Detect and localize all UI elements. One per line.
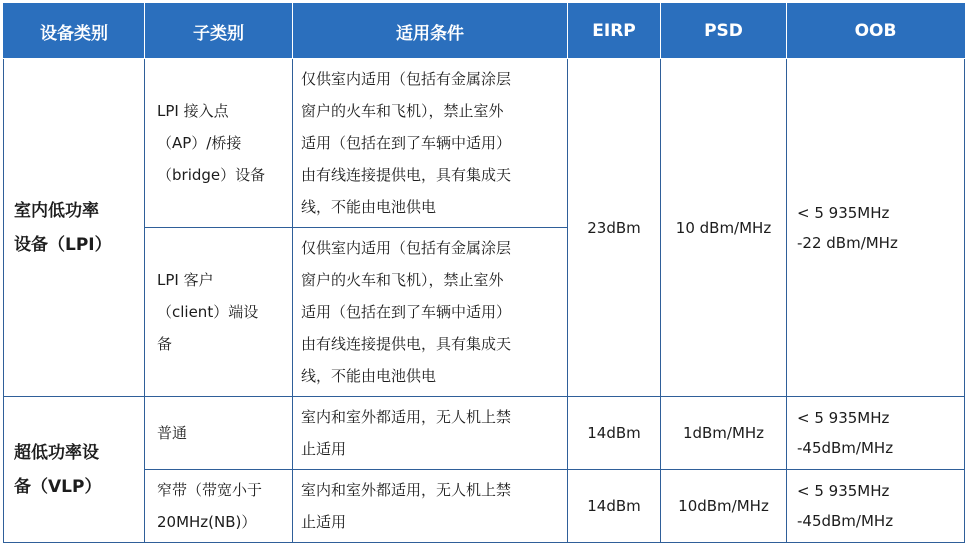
- subcategory-line: 20MHz(NB)）: [157, 513, 257, 531]
- header-oob: OOB: [787, 4, 965, 59]
- oob-line: -45dBm/MHz: [797, 512, 894, 530]
- condition-lpi-ap: [293, 59, 568, 228]
- condition-line: 仅供室内适用（包括有金属涂层: [301, 70, 512, 88]
- psd-vlp-narrowband: 10dBm/MHz: [661, 470, 787, 543]
- oob-line: < 5 935MHz: [797, 203, 890, 222]
- subcategory-vlp-narrowband: [145, 470, 293, 543]
- condition-line: 窗户的火车和飞机），禁止室外: [301, 271, 504, 289]
- condition-line: 仅供室内适用（包括有金属涂层: [301, 239, 512, 257]
- eirp-vlp-narrowband: 14dBm: [568, 470, 661, 543]
- subcategory-line: 窄带（带宽小于: [157, 481, 263, 499]
- table-row: [4, 470, 965, 543]
- subcategory-vlp-standard: [145, 397, 293, 470]
- oob-vlp-narrowband: [787, 470, 965, 543]
- oob-vlp-standard: [787, 397, 965, 470]
- header-device-category: 设备类别: [4, 4, 145, 59]
- psd-lpi: 10 dBm/MHz: [661, 59, 787, 397]
- subcategory-line: LPI 接入点: [157, 102, 229, 120]
- condition-line: 室内和室外都适用，无人机上禁: [301, 481, 512, 499]
- category-line: 备（VLP）: [14, 476, 102, 497]
- condition-line: 线，不能由电池供电: [301, 198, 437, 216]
- category-line: 设备（LPI）: [14, 234, 112, 255]
- condition-vlp-standard: [293, 397, 568, 470]
- category-line: 室内低功率: [14, 200, 99, 221]
- header-eirp: EIRP: [568, 4, 661, 59]
- subcategory-line: （AP）/桥接: [157, 134, 242, 152]
- eirp-lpi: 23dBm: [568, 59, 661, 397]
- subcategory-line: （client）端设: [157, 303, 259, 321]
- oob-line: -22 dBm/MHz: [797, 233, 898, 252]
- oob-line: < 5 935MHz: [797, 482, 890, 500]
- oob-lpi: [787, 59, 965, 397]
- condition-line: 适用（包括在到了车辆中适用）: [301, 134, 512, 152]
- subcategory-line: （bridge）设备: [157, 166, 266, 184]
- header-psd: PSD: [661, 4, 787, 59]
- header-subcategory: 子类别: [145, 4, 293, 59]
- subcategory-line: 备: [157, 335, 173, 353]
- category-line: 超低功率设: [14, 442, 99, 463]
- subcategory-line: LPI 客户: [157, 271, 214, 289]
- condition-line: 线，不能由电池供电: [301, 367, 437, 385]
- subcategory-line: 普通: [157, 424, 188, 442]
- condition-line: 由有线连接提供电，具有集成天: [301, 335, 512, 353]
- table-row: [4, 397, 965, 470]
- subcategory-lpi-ap: [145, 59, 293, 228]
- condition-line: 适用（包括在到了车辆中适用）: [301, 303, 512, 321]
- oob-line: < 5 935MHz: [797, 409, 890, 427]
- condition-line: 止适用: [301, 440, 347, 458]
- condition-line: 室内和室外都适用，无人机上禁: [301, 408, 512, 426]
- header-row: [4, 4, 965, 59]
- category-lpi: [4, 59, 145, 397]
- condition-vlp-narrowband: [293, 470, 568, 543]
- condition-line: 由有线连接提供电，具有集成天: [301, 166, 512, 184]
- condition-line: 窗户的火车和飞机），禁止室外: [301, 102, 504, 120]
- header-condition: 适用条件: [293, 4, 568, 59]
- subcategory-lpi-client: [145, 228, 293, 397]
- eirp-vlp-standard: 14dBm: [568, 397, 661, 470]
- device-category-table: [3, 3, 965, 543]
- psd-vlp-standard: 1dBm/MHz: [661, 397, 787, 470]
- condition-line: 止适用: [301, 513, 347, 531]
- condition-lpi-client: [293, 228, 568, 397]
- oob-line: -45dBm/MHz: [797, 439, 894, 457]
- table-row: [4, 59, 965, 228]
- category-vlp: [4, 397, 145, 543]
